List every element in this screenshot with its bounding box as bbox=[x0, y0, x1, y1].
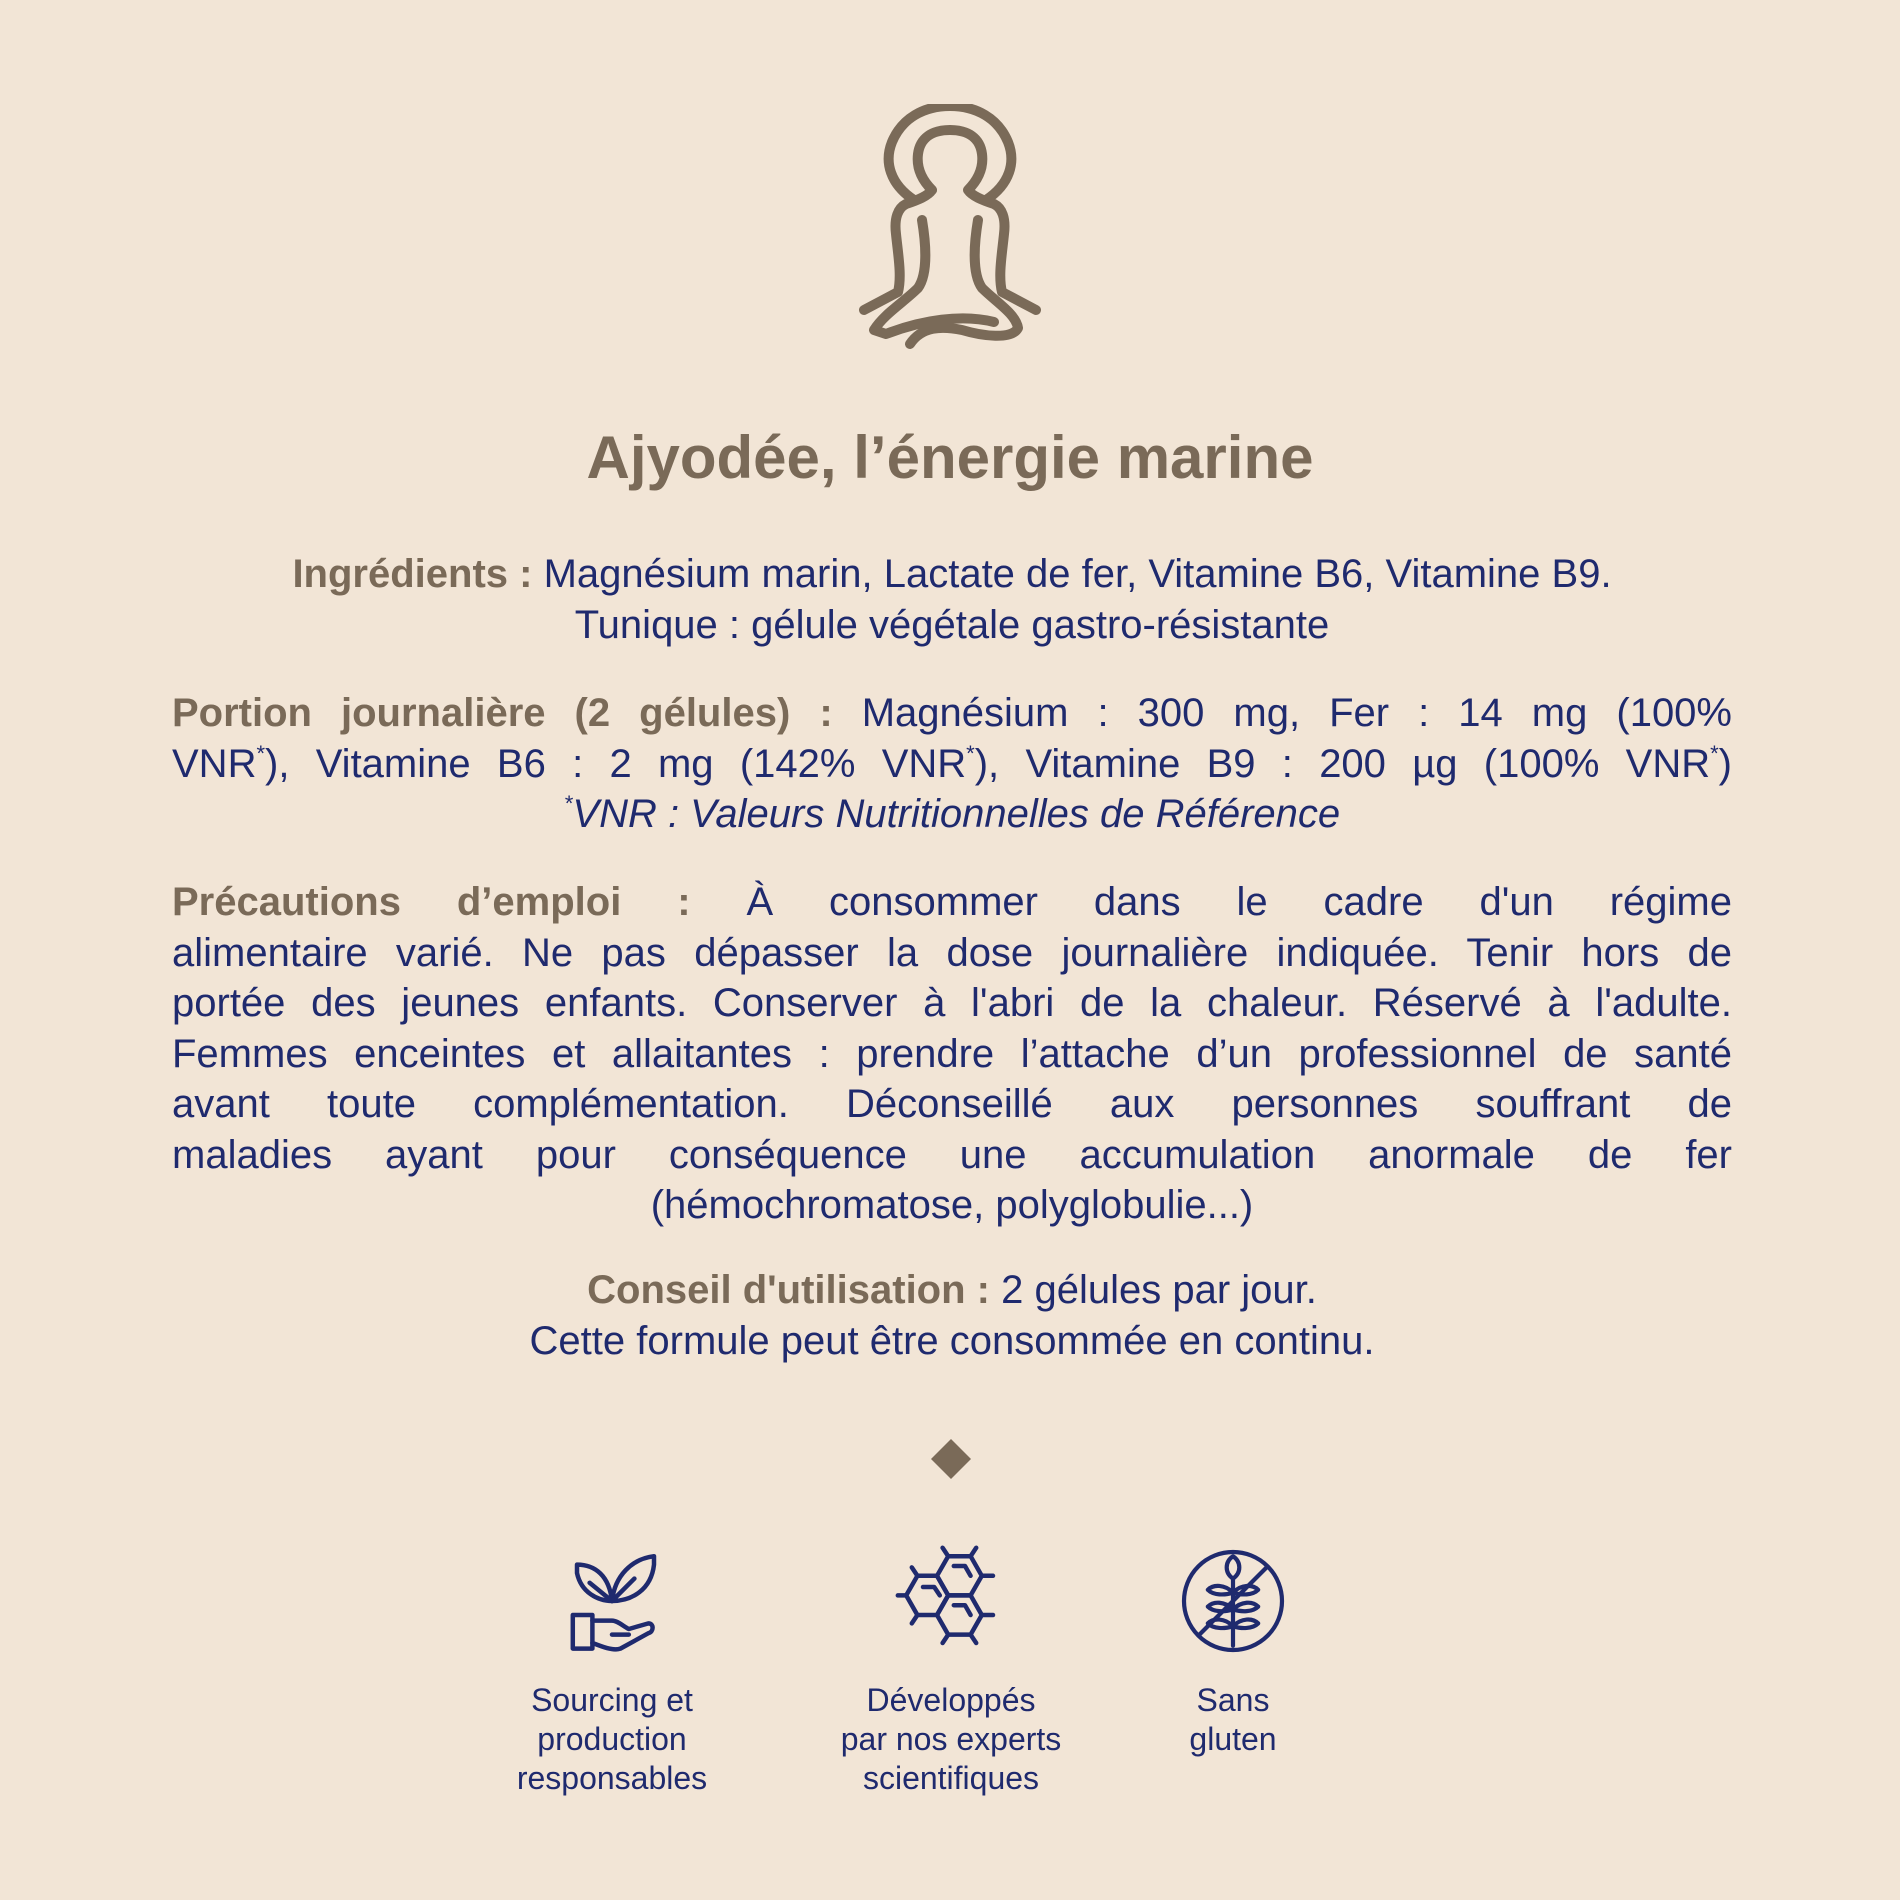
conseil-section: Conseil d'utilisation : 2 gélules par jour. Cette formule peut être consommée en continu. bbox=[172, 1265, 1732, 1366]
feature-label: Sans gluten bbox=[1189, 1682, 1277, 1757]
conseil-line-2: Cette formule peut être consommée en continu. bbox=[529, 1318, 1375, 1363]
page-title: Ajyodée, l’énergie marine bbox=[586, 424, 1314, 491]
ingredients-section bbox=[172, 549, 1732, 650]
vnr-footnote: *VNR : Valeurs Nutritionnelles de Référence bbox=[563, 791, 1341, 836]
feature-label: Développés par nos experts scientifiques bbox=[840, 1682, 1062, 1796]
precautions-line-5: avant toute complémentation. Déconseillé aux personnes souffrant de bbox=[172, 1082, 1732, 1126]
precautions-line-3: portée des jeunes enfants. Conserver à l'abri de la chaleur. Réservé à l'adulte. bbox=[172, 981, 1732, 1025]
precautions-label: Précautions d’emploi : bbox=[172, 880, 691, 924]
ingredients-list: Magnésium marin, Lactate de fer, Vitamine B6, Vitamine B9. bbox=[543, 552, 1612, 596]
diamond-icon bbox=[931, 1439, 971, 1479]
portion-line-2: VNR*), Vitamine B6 : 2 mg (142% VNR*), Vitamine B9 : 200 µg (100% VNR*) bbox=[172, 740, 1732, 786]
molecule-hexagons-icon bbox=[895, 1545, 1007, 1657]
gluten-free-icon bbox=[1177, 1545, 1289, 1657]
portion-label: Portion journalière (2 gélules) : bbox=[172, 691, 833, 735]
precautions-line-4: Femmes enceintes et allaitantes : prendre l’attache d’un professionnel de santé bbox=[172, 1031, 1732, 1076]
portion-line-1: Portion journalière (2 gélules) : Magnésium : 300 mg, Fer : 14 mg (100% bbox=[172, 691, 1732, 735]
precautions-line-6: maladies ayant pour conséquence une accumulation anormale de fer bbox=[172, 1132, 1732, 1177]
feature-experts bbox=[791, 1545, 1111, 1798]
ingredients-tunique: Tunique : gélule végétale gastro-résistante bbox=[574, 602, 1330, 647]
precautions-line-2: alimentaire varié. Ne pas dépasser la dose journalière indiquée. Tenir hors de bbox=[172, 930, 1732, 975]
conseil-label: Conseil d'utilisation : bbox=[587, 1268, 990, 1312]
ingredients-label: Ingrédients : bbox=[292, 552, 533, 596]
feature-sourcing bbox=[452, 1545, 772, 1798]
hand-holding-leaves-icon bbox=[556, 1545, 668, 1657]
portion-section bbox=[172, 688, 1732, 840]
precautions-line-1: Précautions d’emploi : À consommer dans le cadre d'un régime bbox=[172, 880, 1732, 924]
precautions-section bbox=[172, 877, 1732, 1231]
meditation-person-icon bbox=[852, 104, 1048, 360]
feature-gluten-free bbox=[1073, 1545, 1393, 1759]
precautions-line-7: (hémochromatose, polyglobulie...) bbox=[650, 1183, 1254, 1227]
feature-label: Sourcing et production responsables bbox=[516, 1682, 708, 1796]
